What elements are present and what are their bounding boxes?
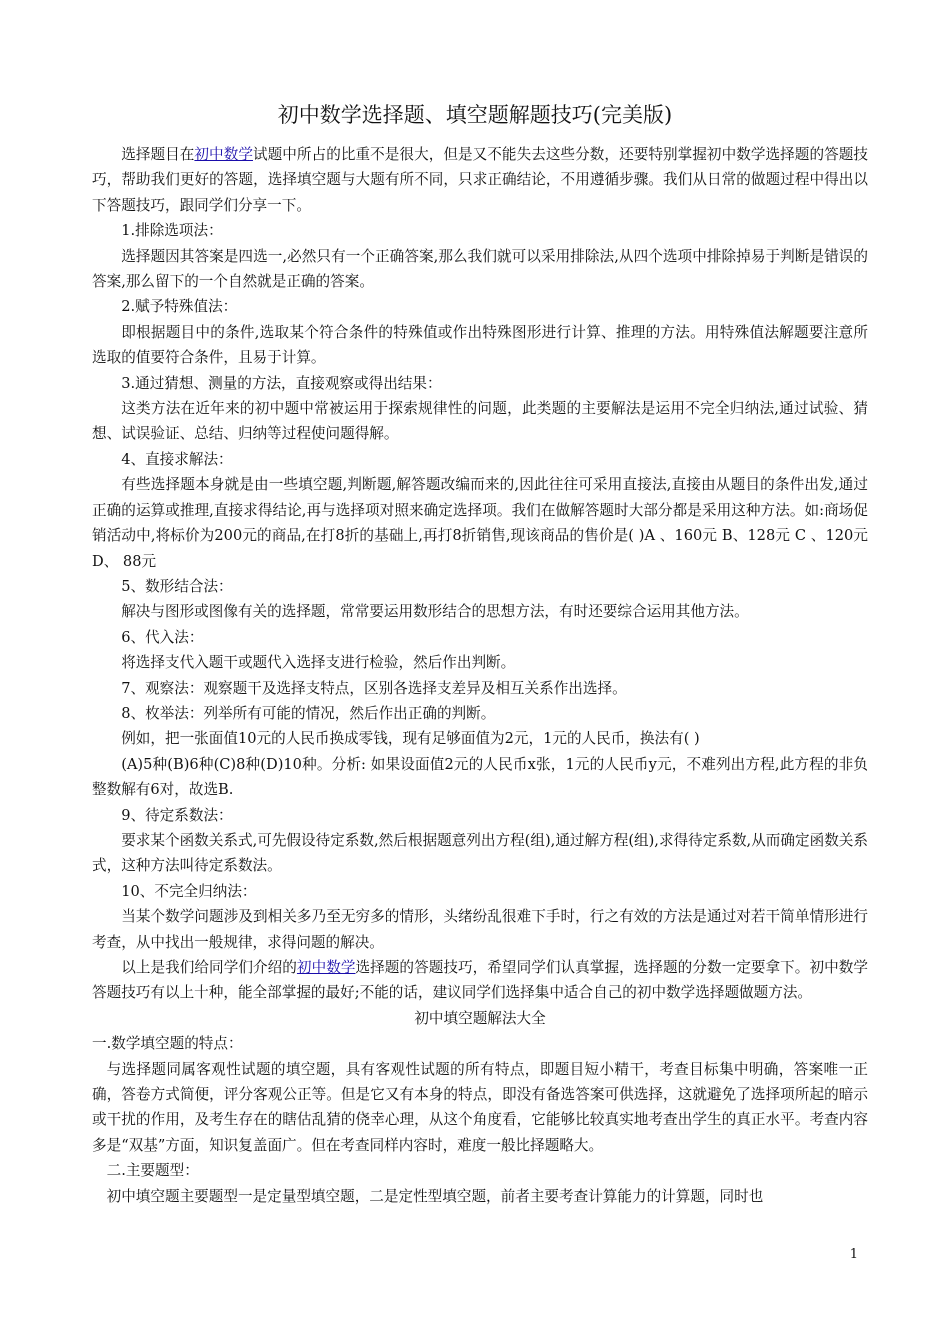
method-text: 这类方法在近年来的初中题中常被运用于探索规律性的问题，此类题的主要解法是运用不完全归纳法,通过试验、猜想、试误验证、总结、归纳等过程使问题得解。 [92, 400, 868, 443]
document-body [92, 142, 868, 1209]
method-text: 选择题因其答案是四选一,必然只有一个正确答案,那么我们就可以采用排除法,从四个选项中排除掉易于判断是错误的答案,那么留下的一个自然就是正确的答案。 [92, 247, 868, 291]
method-heading: 10、不完全归纳法： [121, 882, 257, 900]
intro-text-start: 选择题目在 [121, 146, 195, 163]
junior-math-link-2[interactable]: 初中数学 [296, 959, 356, 976]
types-paragraph: 初中填空题主要题型一是定量型填空题，二是定性型填空题，前者主要考查计算能力的计算题，同时也 [106, 1187, 764, 1205]
intro-paragraph [92, 142, 868, 218]
method-text: 即根据题目中的条件,选取某个符合条件的特殊值或作出特殊图形进行计算、推理的方法。用特殊值法解题要注意所选取的值要符合条件，且易于计算。 [92, 323, 868, 367]
conclusion-text-start: 以上是我们给同学们介绍的 [121, 959, 297, 976]
page-number: 1 [849, 1247, 858, 1262]
intro-text-rest: 试题中所占的比重不是很大，但是又不能失去这些分数，还要特别掌握初中数学选择题的答题技巧，帮助我们更好的答题，选择填空题与大题有所不同，只求正确结论，不用遵循步骤。我们从日常的做题过程中得出以下答题技巧，跟同学们分享一下。 [92, 146, 868, 214]
method-text: 解决与图形或图像有关的选择题，常常要运用数形结合的思想方法，有时还要综合运用其他方法。 [121, 603, 749, 621]
method-text: 当某个数学问题涉及到相关多乃至无穷多的情形，头绪纷乱很难下手时，行之有效的方法是通过对若干简单情形进行考查，从中找出一般规律，求得问题的解决。 [92, 908, 868, 951]
method-heading: 6、代入法： [121, 628, 204, 646]
conclusion-paragraph [92, 955, 868, 1006]
page-title: 初中数学选择题、填空题解题技巧(完美版) [277, 103, 673, 127]
method-heading: 7、观察法：观察题干及选择支特点，区别各选择支差异及相互关系作出选择。 [121, 679, 627, 697]
method-text: 要求某个函数关系式,可先假设待定系数,然后根据题意列出方程(组),通过解方程(组),求得待定系数,从而确定函数关系式，这种方法叫待定系数法。 [92, 831, 868, 875]
example-analysis: (A)5种(B)6种(C)8种(D)10种。分析: 如果设面值2元的人民币x张，1元的人民币y元，不难列出方程,此方程的非负整数解有6对，故选B. [92, 755, 868, 799]
method-heading: 9、待定系数法： [121, 806, 233, 824]
method-text: 有些选择题本身就是由一些填空题,判断题,解答题改编而来的,因此往往可采用直接法,直接由从题目的条件出发,通过正确的运算或推理,直接求得结论,再与选择项对照来确定选择项。我们在做解答题时大部分都是采用这种方法。如:商场促销活动中,将标价为200元的商品,在打8折的基础上,再打8折销售,现该商品的售价是( )A 、160元 B、128元 C 、120元 D、 88元 [92, 476, 868, 570]
method-text: 将选择支代入题干或题代入选择支进行检验，然后作出判断。 [121, 654, 516, 672]
section-heading-features: 一.数学填空题的特点： [92, 1035, 243, 1053]
method-heading: 8、枚举法：列举所有可能的情况，然后作出正确的判断。 [121, 704, 496, 722]
method-heading: 2.赋予特殊值法： [121, 298, 238, 316]
junior-math-link[interactable]: 初中数学 [194, 146, 253, 163]
method-heading: 5、数形结合法： [121, 577, 233, 595]
section-heading-types: 二.主要题型： [106, 1162, 199, 1180]
conclusion-text-rest: 选择题的答题技巧，希望同学们认真掌握，选择题的分数一定要拿下。初中数学答题技巧有以上十种，能全部掌握的最好;不能的话，建议同学们选择集中适合自己的初中数学选择题做题方法。 [92, 959, 868, 1002]
method-heading: 1.排除选项法： [121, 222, 223, 240]
section-title: 初中填空题解法大全 [414, 1009, 546, 1027]
example-question: 例如，把一张面值10元的人民币换成零钱，现有足够面值为2元，1元的人民币，换法有( ) [121, 730, 700, 748]
method-heading: 4、直接求解法： [121, 450, 233, 468]
features-paragraph: 与选择题同属客观性试题的填空题，具有客观性试题的所有特点，即题目短小精干，考查目标集中明确，答案唯一正确，答卷方式简便，评分客观公正等。但是它又有本身的特点，即没有备选答案可供选择，这就避免了选择项所起的暗示或干扰的作用，及考生存在的瞎估乱猜的侥幸心理，从这个角度看，它能够比较真实地考查出学生的真正水平。考查内容多是“双基”方面，知识复盖面广。但在考查同样内容时，难度一般比择题略大。 [92, 1060, 868, 1154]
method-heading: 3.通过猜想、测量的方法，直接观察或得出结果： [121, 374, 442, 392]
